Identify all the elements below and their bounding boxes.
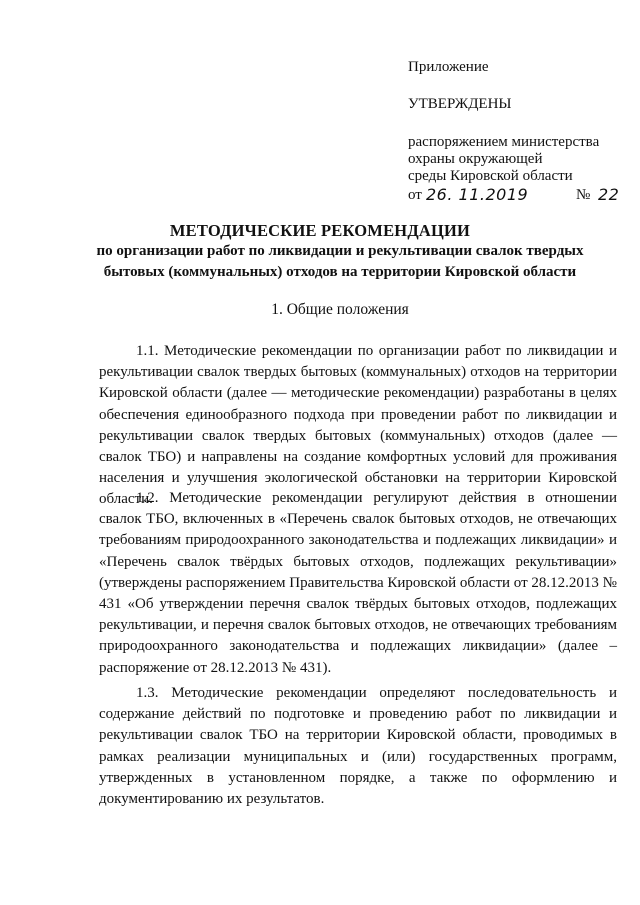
paragraph-text: 1.2. Методические рекомендации регулируют действия в отношении свалок ТБО, включенных в «Перечень свалок бытовых отходов, не отвечающих требованиям природоохранного законодательства и подлежащих ликвидации» и «Перечень свалок твёрдых бытовых отходов, подлежащих рекультивации» (утверждены распоряжением Правительства Кировской области от 28.12.2013 № 431 «Об утверждении перечня свалок твёрдых бытовых отходов, подлежащих рекультивации, и перечня свалок бытовых отходов, не отвечающих требованиям природоохранного законодательства и подлежащих ликвидации» (далее – распоряжение от 28.12.2013 № 431). — [99, 490, 617, 676]
number-sign: № — [576, 187, 591, 203]
paragraph — [99, 683, 617, 810]
paragraph — [99, 341, 617, 511]
paragraph-text: 1.3. Методические рекомендации определяют последовательность и содержание действий по подготовке и проведению работ по ликвидации и рекультивации свалок ТБО на территории Кировской области, проводимых в рамках реализации муниципальных и (или) государственных программ, утвержденных в установленном порядке, а также по оформлению и документированию их результатов. — [99, 685, 617, 808]
appendix-label: Приложение — [408, 59, 489, 75]
document-title: МЕТОДИЧЕСКИЕ РЕКОМЕНДАЦИИ — [169, 221, 471, 240]
date-prefix: от — [408, 187, 422, 203]
section-title: 1. Общие положения — [271, 301, 409, 318]
handwritten-date: 26. 11.2019 — [426, 185, 529, 204]
order-line: охраны окружающей — [408, 151, 543, 167]
approval-order — [408, 134, 599, 185]
handwritten-number: 22 — [598, 185, 620, 204]
paragraph-text: 1.1. Методические рекомендации по организации работ по ликвидации и рекультивации свалок твердых бытовых (коммунальных) отходов на территории Кировской области (далее — методические рекомендации) разработаны в целях обеспечения единообразного подхода при проведении работ по ликвидации и рекультивации свалок твердых бытовых (коммунальных) отходов (далее — свалок ТБО) и направлены на создание комфортных условий для проживания населения и улучшения экологической обстановки на территории Кировской области. — [99, 343, 617, 508]
order-date-line — [408, 185, 618, 205]
document-subtitle-line: бытовых (коммунальных) отходов на территории Кировской области — [103, 264, 577, 280]
order-line: распоряжением министерства — [408, 134, 600, 150]
approved-label: УТВЕРЖДЕНЫ — [408, 96, 512, 112]
paragraph — [99, 488, 617, 679]
document-subtitle-line: по организации работ по ликвидации и рекультивации свалок твердых — [96, 243, 584, 259]
order-line: среды Кировской области — [408, 168, 573, 184]
